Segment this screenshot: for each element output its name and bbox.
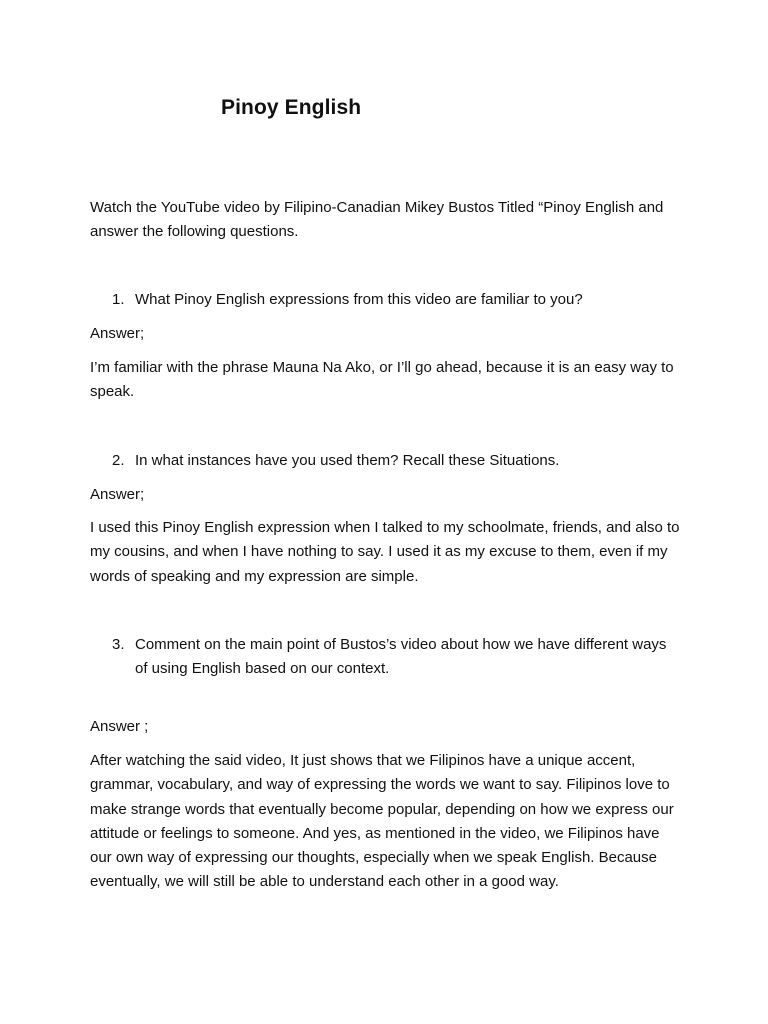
intro-paragraph: Watch the YouTube video by Filipino-Canadian Mikey Bustos Titled “Pinoy English and answer the following questions. — [90, 199, 664, 241]
document-title: Pinoy English — [221, 96, 362, 119]
question-2 — [112, 449, 682, 473]
question-3 — [112, 633, 682, 682]
question-2-number: 2. — [112, 452, 125, 469]
question-1-number: 1. — [112, 291, 125, 308]
question-2-text: In what instances have you used them? Recall these Situations. — [135, 452, 560, 469]
question-1 — [112, 288, 682, 312]
answer-3-text: After watching the said video, It just shows that we Filipinos have a unique accent, grammar, vocabulary, and way of expressing the words we want to say. Filipinos love to make strange words that eventually become popular, depending on how we express our attitude or feelings to someone. And yes, as mentioned in the video, we Filipinos have our own way of expressing our thoughts, especially when we speak English. Because eventually, we will still be able to understand each other in a good way. — [90, 752, 674, 891]
answer-2-text: I used this Pinoy English expression when I talked to my schoolmate, friends, and also to my cousins, and when I have nothing to say. I used it as my excuse to them, even if my words of speaking and my expression are simple. — [90, 519, 680, 585]
answer-1-text: I’m familiar with the phrase Mauna Na Ako, or I’ll go ahead, because it is an easy way to speak. — [90, 359, 674, 401]
answer-1-label: Answer; — [90, 325, 145, 342]
answer-3-label: Answer ; — [90, 718, 149, 735]
question-3-text: Comment on the main point of Bustos’s video about how we have different ways of using English based on our context. — [135, 636, 667, 678]
question-3-number: 3. — [112, 636, 125, 653]
answer-2-label: Answer; — [90, 486, 145, 503]
question-1-text: What Pinoy English expressions from this video are familiar to you? — [135, 291, 583, 308]
